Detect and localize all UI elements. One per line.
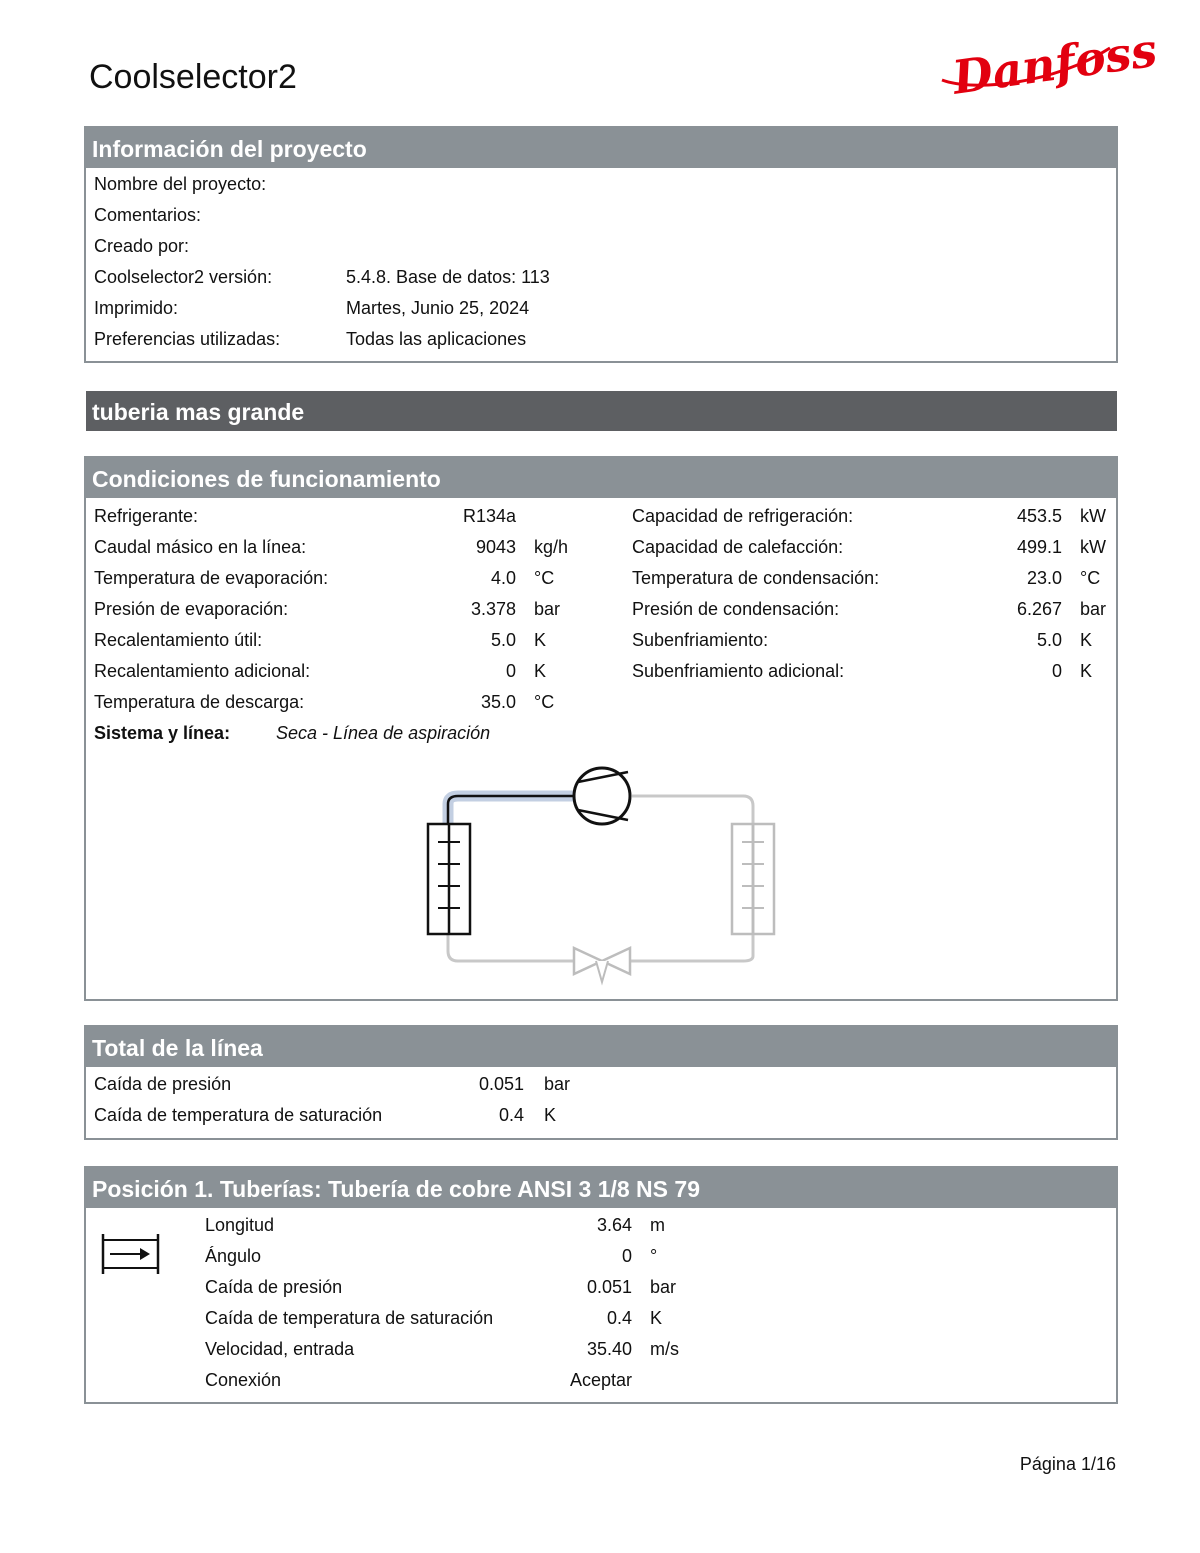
discharge-temp-value: 35.0 [480,692,516,712]
sat-temp-drop-unit: K [650,1308,663,1328]
inlet-velocity-value: 35.40 [586,1339,632,1359]
line-total-panel [84,1025,1118,1140]
evap-pressure-value: 3.378 [470,599,516,619]
angle-value: 0 [621,1246,632,1266]
preferences-label: Preferencias utilizadas: [94,329,281,349]
pressure-drop-unit: bar [650,1277,677,1297]
total-pressure-drop-label: Caída de presión [94,1074,232,1094]
discharge-temp-unit: °C [534,692,555,712]
length-value: 3.64 [596,1215,632,1235]
evap-temp-unit: °C [534,568,555,588]
app-title: Coolselector2 [89,58,297,96]
pressure-drop-value: 0.051 [586,1277,632,1297]
refrigeration-circuit-diagram [416,758,786,988]
length-label: Longitud [205,1215,275,1235]
total-sat-temp-drop-value: 0.4 [498,1105,524,1125]
sat-temp-drop-value: 0.4 [606,1308,632,1328]
connection-value: Aceptar [569,1370,632,1390]
heating-capacity-unit: kW [1080,537,1106,557]
additional-subcooling-label: Subenfriamiento adicional: [632,661,845,681]
system-line-label: Sistema y línea: [94,723,231,743]
additional-superheat-unit: K [534,661,547,681]
project-info-panel [84,126,1118,363]
heating-capacity-value: 499.1 [1016,537,1062,557]
printed-value: Martes, Junio 25, 2024 [346,298,530,318]
length-unit: m [650,1215,665,1235]
mass-flow-value: 9043 [475,537,516,557]
position-1-title: Posición 1. Tuberías: Tubería de cobre ANSI 3 1/8 NS 79 [86,1168,1116,1208]
evap-temp-label: Temperatura de evaporación: [94,568,329,588]
additional-subcooling-unit: K [1080,661,1093,681]
useful-superheat-unit: K [534,630,547,650]
evaporator-icon [428,824,470,934]
cond-temp-unit: °C [1080,568,1101,588]
subcooling-value: 5.0 [1036,630,1062,650]
additional-subcooling-value: 0 [1051,661,1062,681]
pipe-icon [100,1232,162,1276]
position-1-panel [84,1166,1118,1404]
mass-flow-unit: kg/h [534,537,569,557]
sat-temp-drop-label: Caída de temperatura de saturación [205,1308,494,1328]
created-by-label: Creado por: [94,236,190,256]
cond-pressure-label: Presión de condensación: [632,599,840,619]
section-banner: tuberia mas grande [86,391,1117,431]
danfoss-logo [934,22,1161,105]
total-pressure-drop-value: 0.051 [478,1074,524,1094]
angle-unit: ° [650,1246,658,1266]
preferences-value: Todas las aplicaciones [346,329,527,349]
angle-label: Ángulo [205,1246,262,1266]
line-total-title: Total de la línea [86,1027,1116,1067]
total-sat-temp-drop-label: Caída de temperatura de saturación [94,1105,383,1125]
additional-superheat-value: 0 [505,661,516,681]
total-pressure-drop-unit: bar [544,1074,571,1094]
comments-label: Comentarios: [94,205,202,225]
additional-superheat-label: Recalentamiento adicional: [94,661,311,681]
cooling-capacity-label: Capacidad de refrigeración: [632,506,854,526]
condenser-icon [732,824,774,934]
evap-pressure-unit: bar [534,599,561,619]
cooling-capacity-unit: kW [1080,506,1106,526]
cooling-capacity-value: 453.5 [1016,506,1062,526]
total-sat-temp-drop-unit: K [544,1105,557,1125]
subcooling-unit: K [1080,630,1093,650]
refrigerant-value: R134a [462,506,516,526]
evap-temp-value: 4.0 [490,568,516,588]
compressor-icon [574,768,630,824]
version-label: Coolselector2 versión: [94,267,273,287]
project-name-label: Nombre del proyecto: [94,174,267,194]
version-value: 5.4.8. Base de datos: 113 [346,267,550,287]
pressure-drop-label: Caída de presión [205,1277,343,1297]
useful-superheat-value: 5.0 [490,630,516,650]
project-info-title: Información del proyecto [86,128,1116,168]
inlet-velocity-label: Velocidad, entrada [205,1339,355,1359]
operating-conditions-title: Condiciones de funcionamiento [86,458,1116,498]
heating-capacity-label: Capacidad de calefacción: [632,537,844,557]
discharge-temp-label: Temperatura de descarga: [94,692,305,712]
cond-temp-label: Temperatura de condensación: [632,568,880,588]
cond-temp-value: 23.0 [1026,568,1062,588]
page-number: Página 1/16 [1019,1454,1116,1474]
cond-pressure-value: 6.267 [1016,599,1062,619]
printed-label: Imprimido: [94,298,179,318]
connection-label: Conexión [205,1370,282,1390]
inlet-velocity-unit: m/s [650,1339,679,1359]
subcooling-label: Subenfriamiento: [632,630,769,650]
evap-pressure-label: Presión de evaporación: [94,599,289,619]
refrigerant-label: Refrigerante: [94,506,199,526]
expansion-valve-icon [574,948,630,982]
mass-flow-label: Caudal másico en la línea: [94,537,307,557]
useful-superheat-label: Recalentamiento útil: [94,630,263,650]
cond-pressure-unit: bar [1080,599,1107,619]
svg-text:Danfoss: Danfoss [949,22,1161,105]
operating-conditions-panel [84,456,1118,1001]
system-line-value: Seca - Línea de aspiración [276,723,491,743]
